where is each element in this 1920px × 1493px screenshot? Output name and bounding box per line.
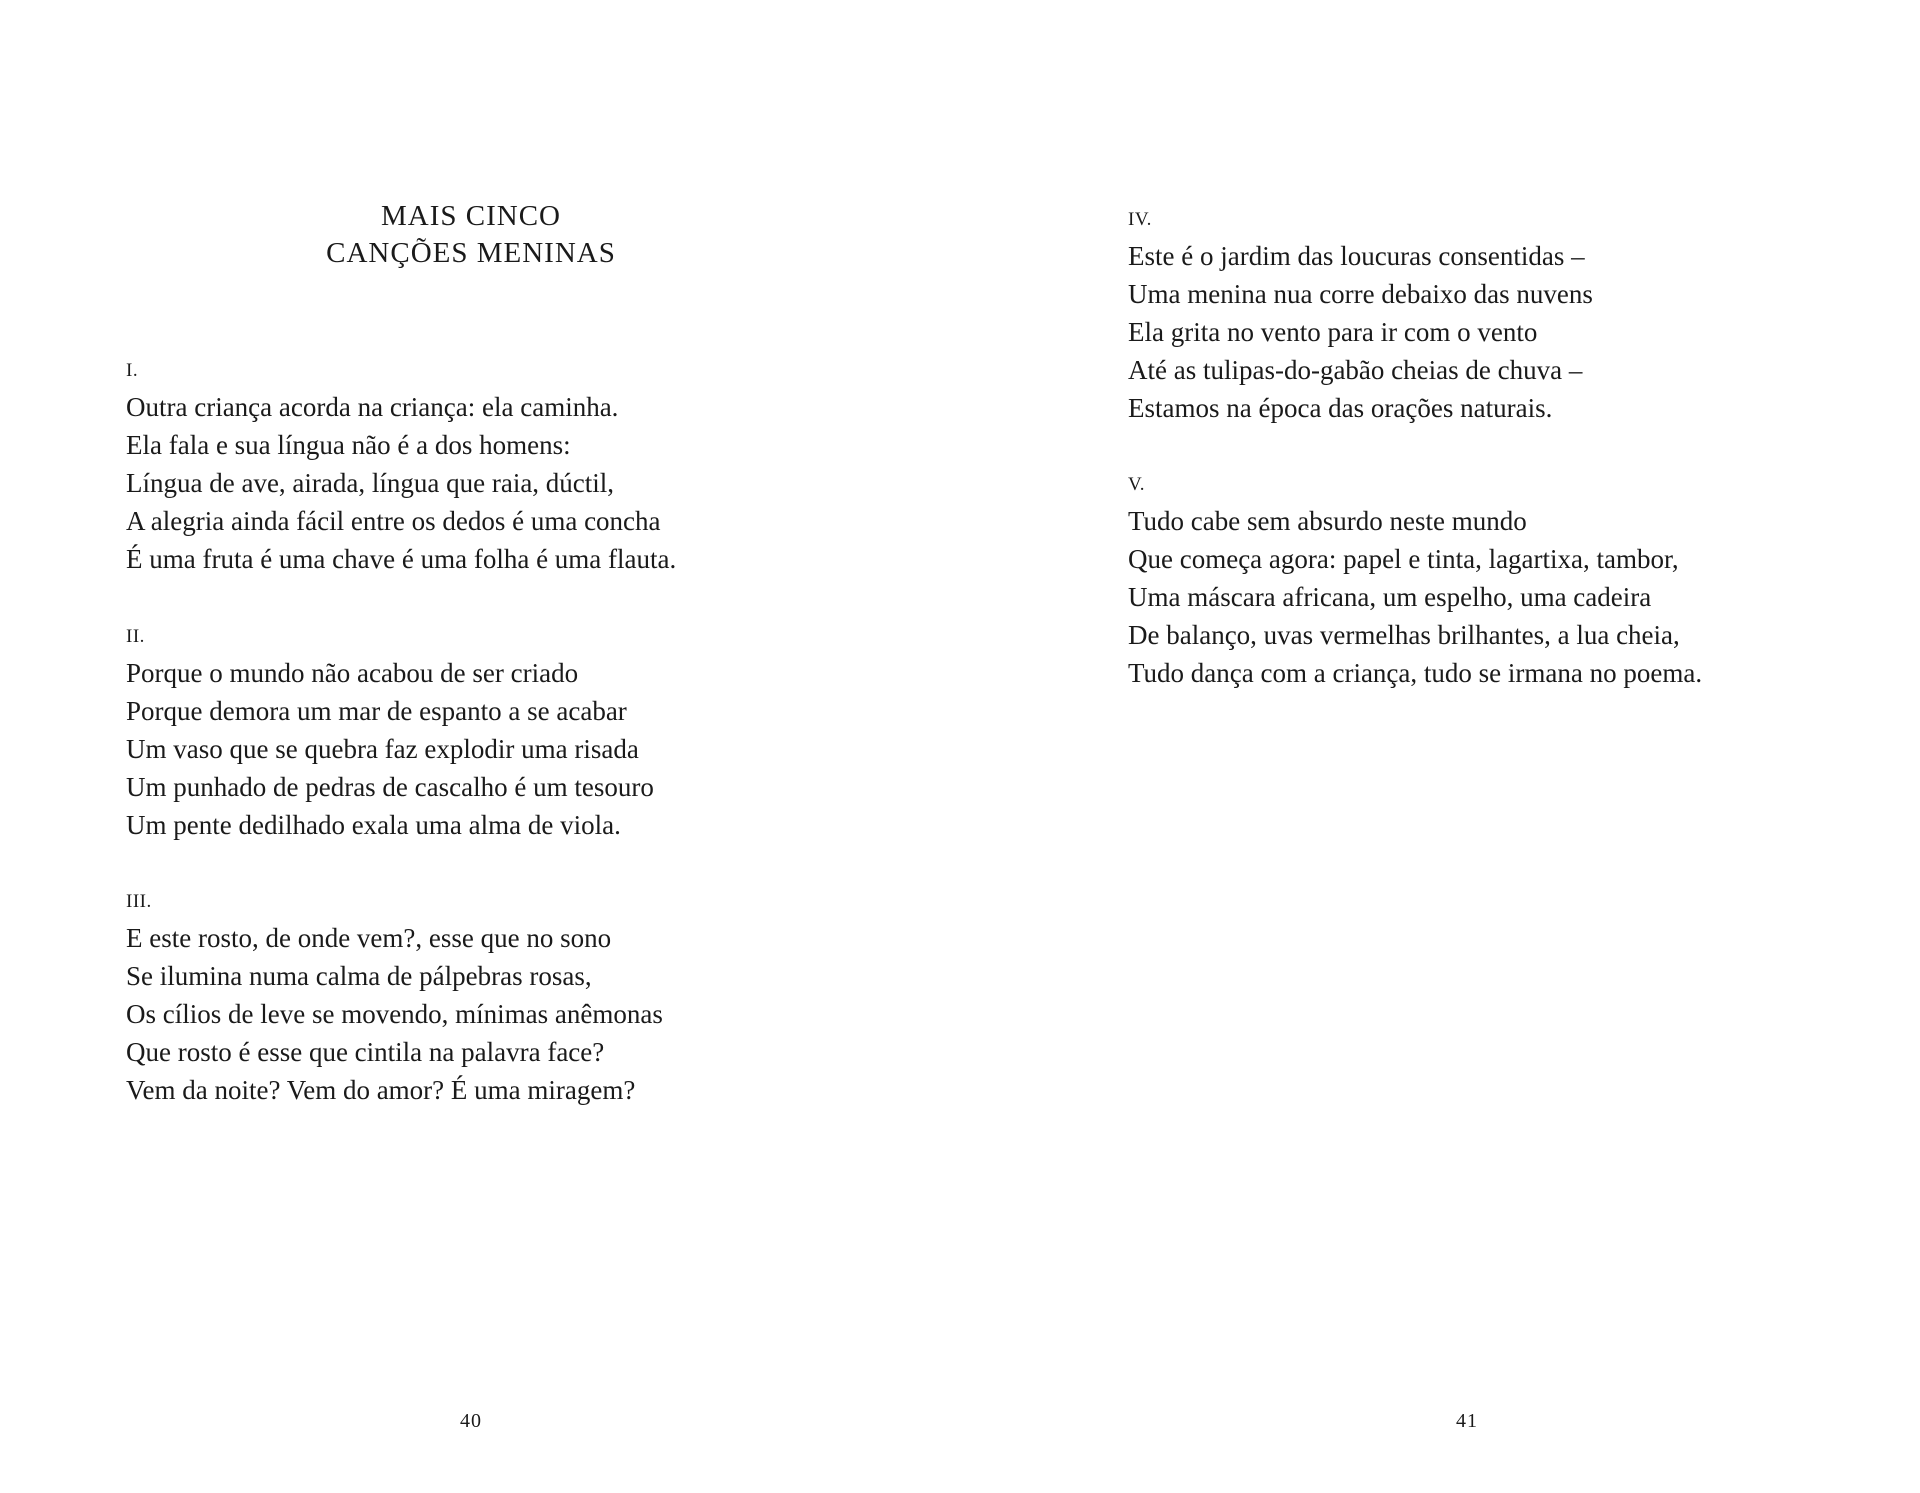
stanza-numeral: III.	[126, 891, 152, 912]
poem-title	[124, 198, 818, 272]
verse-line: Tudo cabe sem absurdo neste mundo	[1128, 506, 1527, 536]
verse-line: Porque o mundo não acabou de ser criado	[126, 658, 579, 688]
stanza-3	[126, 889, 886, 1109]
verse-line: Vem da noite? Vem do amor? É uma miragem?	[126, 1075, 636, 1105]
verse-line: Estamos na época das orações naturais.	[1128, 393, 1553, 423]
verse-line: Este é o jardim das loucuras consentidas –	[1128, 241, 1585, 271]
verse-line: Um pente dedilhado exala uma alma de viola.	[126, 810, 621, 840]
verse-line: Porque demora um mar de espanto a se acabar	[126, 696, 627, 726]
verse-line: De balanço, uvas vermelhas brilhantes, a lua cheia,	[1128, 620, 1680, 650]
verse-line: Um punhado de pedras de cascalho é um tesouro	[126, 772, 654, 802]
verse-line: Língua de ave, airada, língua que raia, dúctil,	[126, 468, 615, 498]
verse-line: É uma fruta é uma chave é uma folha é uma flauta.	[126, 544, 677, 574]
right-page	[960, 0, 1920, 1493]
verse-line: Até as tulipas-do-gabão cheias de chuva –	[1128, 355, 1583, 385]
verse-line: Se ilumina numa calma de pálpebras rosas,	[126, 961, 592, 991]
page-number-left: 40	[460, 1410, 482, 1432]
verse-line: Ela grita no vento para ir com o vento	[1128, 317, 1538, 347]
verse-line: Ela fala e sua língua não é a dos homens:	[126, 430, 571, 460]
verse-line: Uma máscara africana, um espelho, uma cadeira	[1128, 582, 1652, 612]
poem-title-line-2: CANÇÕES MENINAS	[326, 237, 616, 269]
verse-line: Os cílios de leve se movendo, mínimas anêmonas	[126, 999, 663, 1029]
stanza-numeral: II.	[126, 626, 145, 647]
stanza-2	[126, 624, 886, 844]
stanza-numeral: V.	[1128, 474, 1146, 495]
poem-title-line-1: MAIS CINCO	[381, 200, 561, 232]
stanza-numeral: I.	[126, 360, 139, 381]
stanza-4	[1128, 207, 1888, 427]
stanza-1	[126, 358, 886, 578]
verse-line: A alegria ainda fácil entre os dedos é uma concha	[126, 506, 661, 536]
stanza-5	[1128, 472, 1888, 692]
verse-line: Tudo dança com a criança, tudo se irmana no poema.	[1128, 658, 1703, 688]
verse-line: Que rosto é esse que cintila na palavra face?	[126, 1037, 605, 1067]
verse-line: Que começa agora: papel e tinta, lagartixa, tambor,	[1128, 544, 1679, 574]
verse-line: E este rosto, de onde vem?, esse que no sono	[126, 923, 612, 953]
verse-line: Uma menina nua corre debaixo das nuvens	[1128, 279, 1593, 309]
page-number-right: 41	[1456, 1410, 1478, 1432]
verse-line: Outra criança acorda na criança: ela caminha.	[126, 392, 619, 422]
verse-line: Um vaso que se quebra faz explodir uma risada	[126, 734, 639, 764]
stanza-numeral: IV.	[1128, 209, 1152, 230]
